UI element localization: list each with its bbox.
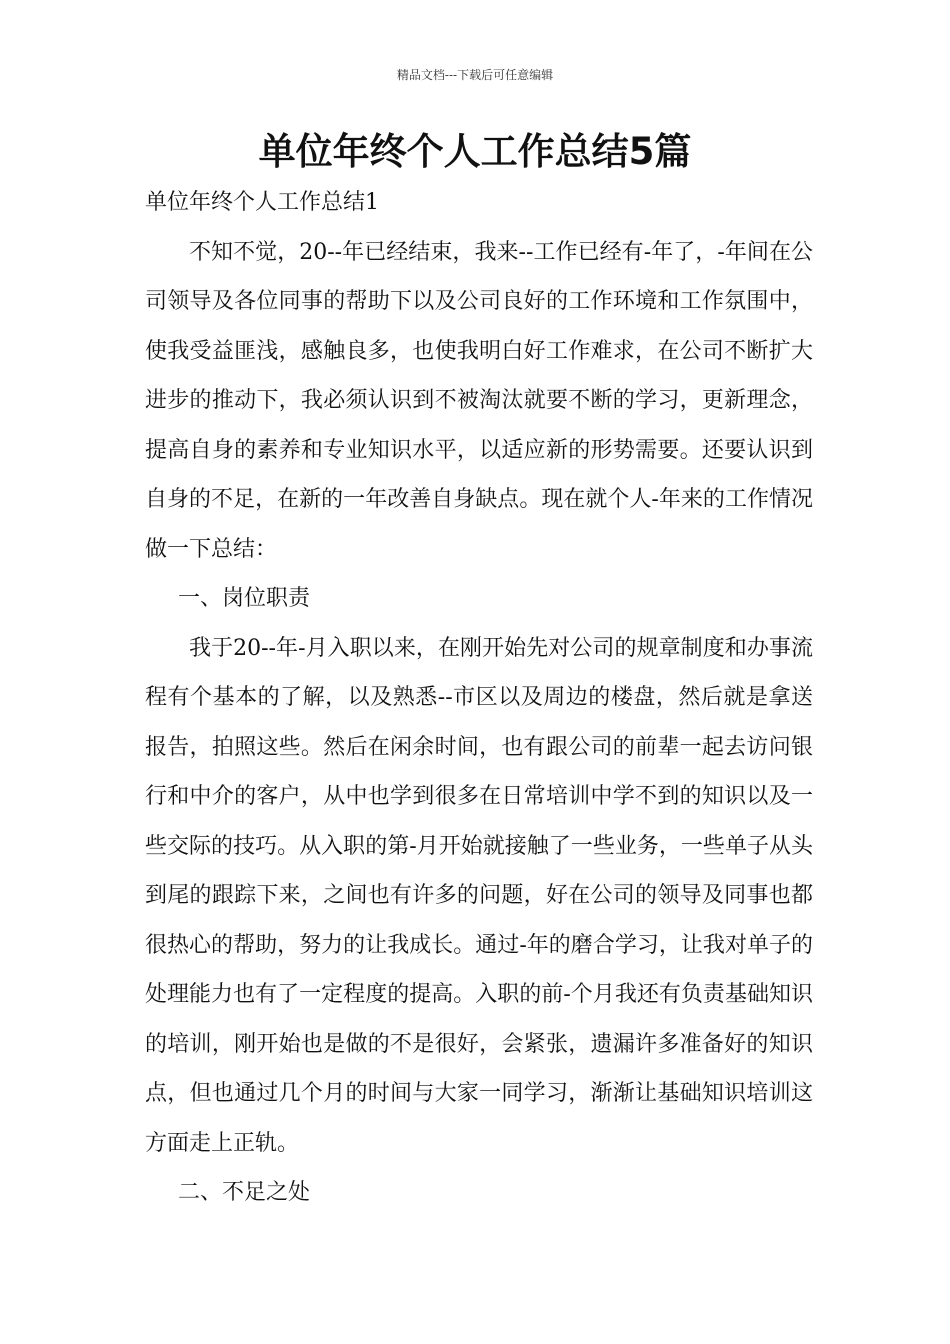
paragraph-job-duties: 我于20--年-月入职以来，在刚开始先对公司的规章制度和办事流程有个基本的了解，以及熟悉--市区以及周边的楼盘，然后就是拿送报告，拍照这些。然后在闲余时间，也有跟公司的前辈一起去访问银行和中介的客户，从中也学到很多在日常培训中学不到的知识以及一些交际的技巧。从入职的第-月开始就接触了一些业务，一些单子从头到尾的跟踪下来，之间也有许多的问题，好在公司的领导及同事也都很热心的帮助，努力的让我成长。通过-年的磨合学习，让我对单子的处理能力也有了一定程度的提高。入职的前-个月我还有负责基础知识的培训，刚开始也是做的不是很好，会紧张，遗漏许多准备好的知识点，但也通过几个月的时间与大家一同学习，渐渐让基础知识培训这方面走上正轨。 [145,635,813,1156]
page-header-note: 精品文档---下载后可任意编辑 [396,68,554,82]
section-heading-job-duties: 一、岗位职责 [178,586,311,611]
section-heading-shortcomings: 二、不足之处 [178,1180,311,1205]
document-body [145,178,813,1218]
document-title: 单位年终个人工作总结5篇 [258,130,692,173]
paragraph-intro: 不知不觉，20--年已经结束，我来--工作已经有-年了，-年间在公司领导及各位同事的帮助下以及公司良好的工作环境和工作氛围中，使我受益匪浅，感触良多，也使我明白好工作难求，在公司不断扩大进步的推动下，我必须认识到不被淘汰就要不断的学习，更新理念，提高自身的素养和专业知识水平，以适应新的形势需要。还要认识到自身的不足，在新的一年改善自身缺点。现在就个人-年来的工作情况做一下总结： [145,239,813,562]
document-subtitle: 单位年终个人工作总结1 [145,190,379,215]
